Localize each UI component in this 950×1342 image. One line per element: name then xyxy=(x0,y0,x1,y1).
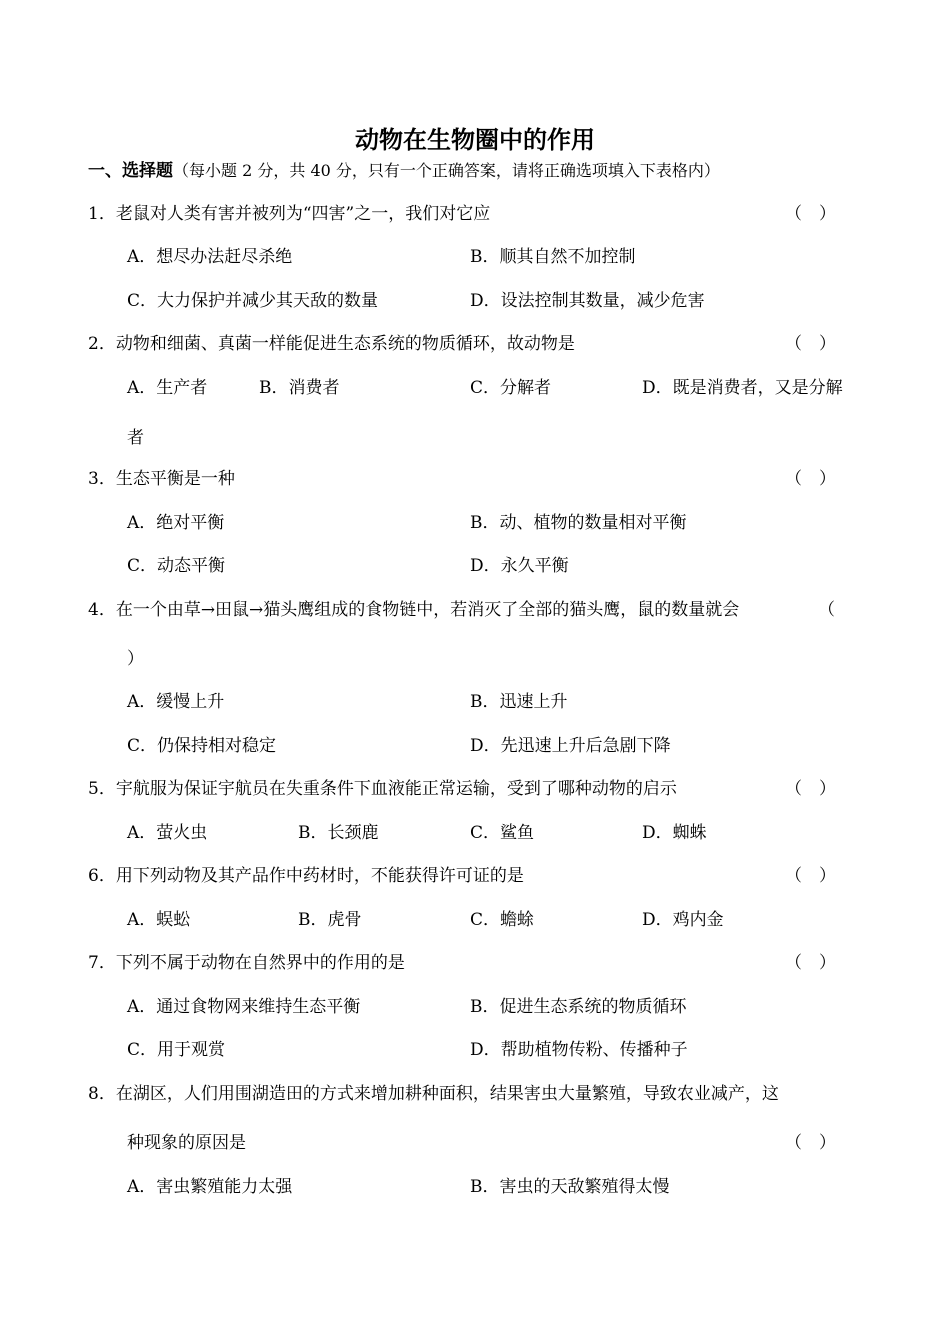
question-5-option-a: A．萤火虫 xyxy=(127,823,208,843)
question-6-answer-paren: （ ） xyxy=(785,866,836,886)
question-5-option-b: B．长颈鹿 xyxy=(298,823,379,843)
question-6-option-b: B．虎骨 xyxy=(298,910,362,930)
question-3-stem: 3．生态平衡是一种 xyxy=(88,469,235,489)
question-8-stem: 8．在湖区，人们用围湖造田的方式来增加耕种面积，结果害虫大量繁殖，导致农业减产，这 xyxy=(88,1084,779,1104)
question-8-option-b: B．害虫的天敌繁殖得太慢 xyxy=(470,1177,670,1197)
question-2-option-c: C．分解者 xyxy=(470,378,552,398)
question-7-option-c: C．用于观赏 xyxy=(127,1040,226,1060)
section-heading-label: 一、选择题 xyxy=(88,161,173,181)
question-2-answer-paren: （ ） xyxy=(785,334,836,354)
question-1-stem: 1．老鼠对人类有害并被列为“四害”之一，我们对它应 xyxy=(88,204,491,224)
question-4-answer-paren-open: （ xyxy=(818,600,835,620)
question-6-option-c: C．蟾蜍 xyxy=(470,910,535,930)
page-title: 动物在生物圈中的作用 xyxy=(355,126,595,154)
question-3-option-b: B．动、植物的数量相对平衡 xyxy=(470,513,687,533)
question-2-option-a: A．生产者 xyxy=(127,378,208,398)
question-1-option-d: D．设法控制其数量，减少危害 xyxy=(470,291,705,311)
question-2-stem: 2．动物和细菌、真菌一样能促进生态系统的物质循环，故动物是 xyxy=(88,334,575,354)
question-3-option-a: A．绝对平衡 xyxy=(127,513,225,533)
question-8-stem-continuation: 种现象的原因是 xyxy=(127,1133,246,1153)
question-4-option-c: C．仍保持相对稳定 xyxy=(127,736,277,756)
question-1-answer-paren: （ ） xyxy=(785,204,836,224)
question-2-option-d-continuation: 者 xyxy=(127,428,144,448)
question-4-option-a: A．缓慢上升 xyxy=(127,692,225,712)
question-6-option-a: A．蜈蚣 xyxy=(127,910,191,930)
question-2-option-b: B．消费者 xyxy=(259,378,340,398)
question-6-option-d: D．鸡内金 xyxy=(642,910,724,930)
question-3-answer-paren: （ ） xyxy=(785,469,836,489)
question-5-answer-paren: （ ） xyxy=(785,779,836,799)
question-7-option-d: D．帮助植物传粉、传播种子 xyxy=(470,1040,688,1060)
question-4-option-d: D．先迅速上升后急剧下降 xyxy=(470,736,671,756)
question-1-option-a: A．想尽办法赶尽杀绝 xyxy=(127,247,293,267)
question-5-stem: 5．宇航服为保证宇航员在失重条件下血液能正常运输，受到了哪种动物的启示 xyxy=(88,779,677,799)
question-7-option-a: A．通过食物网来维持生态平衡 xyxy=(127,997,361,1017)
question-4-stem: 4．在一个由草→田鼠→猫头鹰组成的食物链中，若消灭了全部的猫头鹰，鼠的数量就会 xyxy=(88,600,740,620)
question-7-answer-paren: （ ） xyxy=(785,953,836,973)
question-6-stem: 6．用下列动物及其产品作中药材时，不能获得许可证的是 xyxy=(88,866,524,886)
question-1-option-c: C．大力保护并减少其天敌的数量 xyxy=(127,291,379,311)
question-3-option-c: C．动态平衡 xyxy=(127,556,226,576)
section-instructions: （每小题 2 分，共 40 分，只有一个正确答案，请将正确选项填入下表格内） xyxy=(173,161,720,180)
question-7-option-b: B．促进生态系统的物质循环 xyxy=(470,997,687,1017)
question-8-answer-paren: （ ） xyxy=(785,1133,836,1153)
section-heading xyxy=(88,156,720,181)
question-5-option-c: C．鲨鱼 xyxy=(470,823,535,843)
question-1-option-b: B．顺其自然不加控制 xyxy=(470,247,636,267)
question-5-option-d: D．蜘蛛 xyxy=(642,823,707,843)
question-3-option-d: D．永久平衡 xyxy=(470,556,569,576)
question-4-option-b: B．迅速上升 xyxy=(470,692,568,712)
question-4-answer-paren-close: ） xyxy=(127,649,144,669)
question-8-option-a: A．害虫繁殖能力太强 xyxy=(127,1177,293,1197)
question-2-option-d: D．既是消费者，又是分解 xyxy=(642,378,843,398)
question-7-stem: 7．下列不属于动物在自然界中的作用的是 xyxy=(88,953,405,973)
